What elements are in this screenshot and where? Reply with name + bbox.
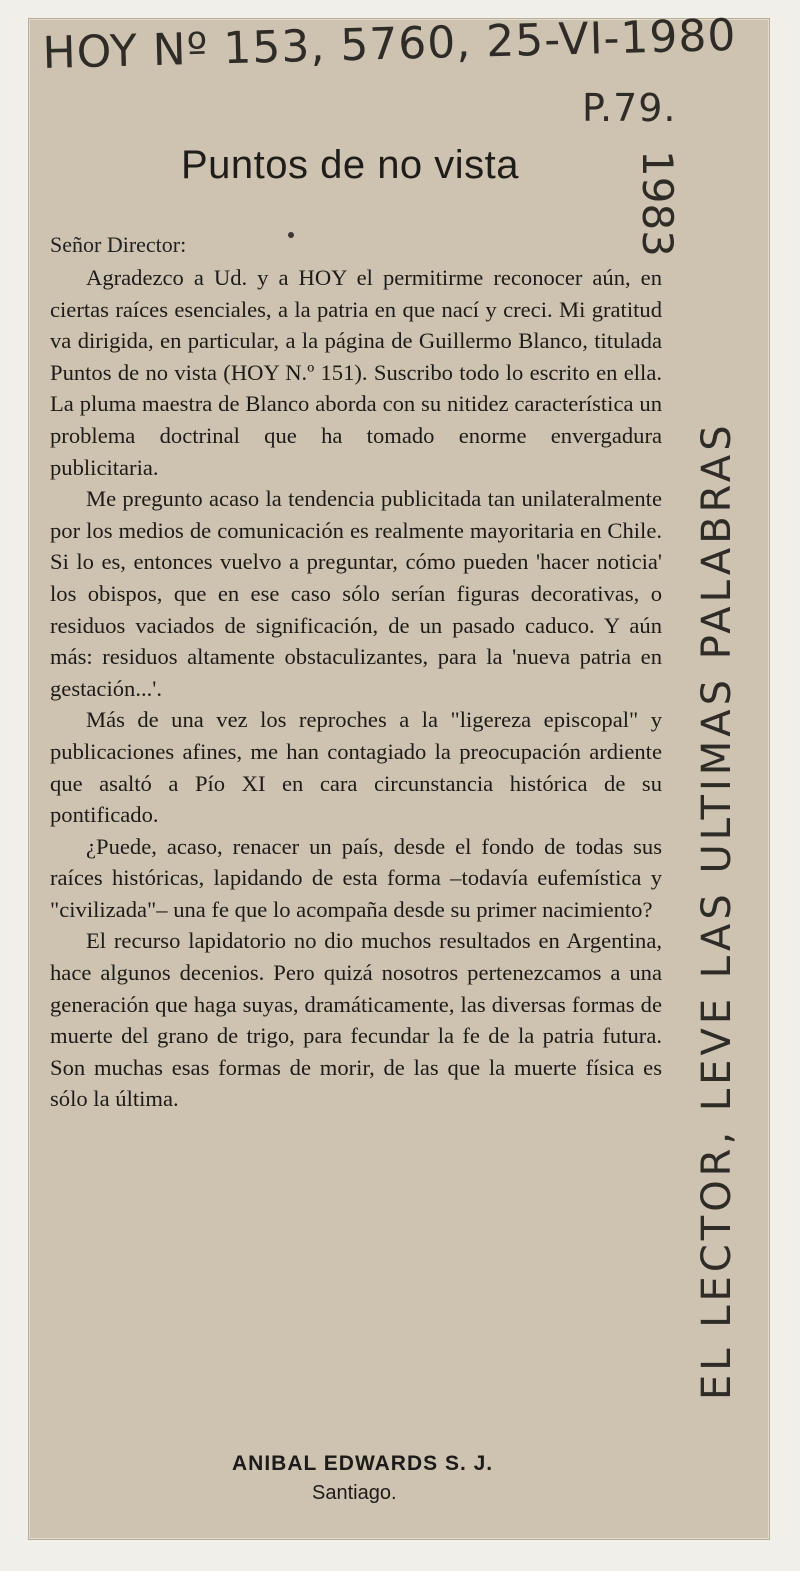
paragraph: El recurso lapidatorio no dio muchos resultados en Argentina, hace algunos decenios. Pero quizá nosotros pertenezcamos a una generación que haga suyas, dramáticamente, las diversas formas de muerte del grano de trigo, para fecundar la fe de la patria futura. Son muchas esas formas de morir, de las que la muerte física es sólo la última.: [50, 928, 662, 1112]
paragraph: Me pregunto acaso la tendencia publicitada tan unilateralmente por los medios de comunicación es realmente mayoritaria en Chile. Si lo es, entonces vuelvo a preguntar, cómo pueden 'hacer noticia' los obispos, que en ese caso sólo serían figuras decorativas, o residuos vaciados de significación, de un pasado caduco. Y aún más: residuos altamente obstaculizantes, para la 'nueva patria en gestación...'.: [50, 486, 662, 701]
handwritten-page-number: P.79.: [582, 86, 677, 130]
handwritten-section-text: EL LECTOR, LEVE LAS ULTIMAS PALABRAS: [694, 421, 740, 1400]
paragraph: ¿Puede, acaso, renacer un país, desde el fondo de todas sus raíces históricas, lapidando de esta forma –todavía eufemística y "civilizada"– una fe que lo acompaña desde su primer nacimiento?: [50, 833, 662, 922]
ink-dot: [288, 232, 294, 238]
author-city: Santiago.: [312, 1482, 397, 1504]
article-body: [50, 262, 662, 1115]
article-title: Puntos de no vista: [180, 143, 520, 187]
paragraph: Más de una vez los reproches a la "ligereza episcopal" y publicaciones afines, me han contagiado la preocupación ardiente que asaltó a Pío XI en cara circunstancia histórica de su pontificado.: [50, 707, 662, 828]
salutation: Señor Director:: [50, 232, 187, 257]
handwritten-header: HOY Nº 153, 5760, 25-VI-1980: [42, 9, 738, 79]
paragraph: Agradezco a Ud. y a HOY el permitirme reconocer aún, en ciertas raíces esenciales, a la patria en que nací y creci. Mi gratitud va dirigida, en particular, a la página de Guillermo Blanco, titulada Puntos de no vista (HOY N.º 151). Suscribo todo lo escrito en ella. La pluma maestra de Blanco aborda con su nitidez característica un problema doctrinal que ha tomado enorme envergadura publicitaria.: [50, 265, 662, 480]
author-signature: ANIBAL EDWARDS S. J.: [232, 1452, 494, 1475]
